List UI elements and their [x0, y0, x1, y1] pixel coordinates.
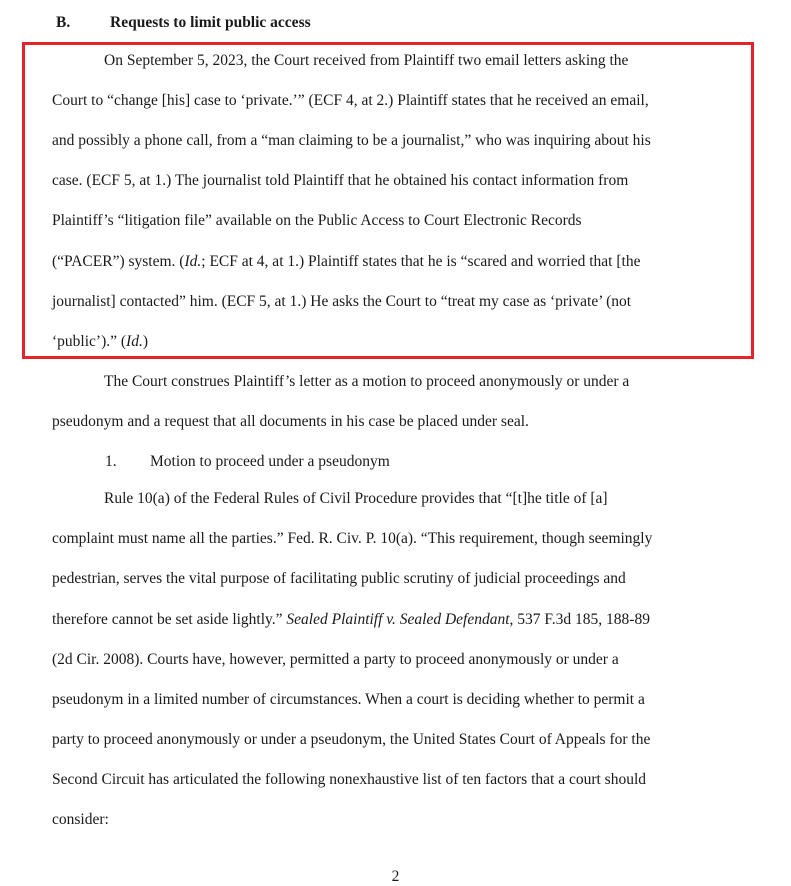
section-heading	[56, 14, 311, 32]
paragraph3-line: (2d Cir. 2008). Courts have, however, permitted a party to proceed anonymously or under a	[52, 651, 619, 668]
paragraph2-line: pseudonym and a request that all documents in his case be placed under seal.	[52, 413, 529, 430]
paragraph1-line: case. (ECF 5, at 1.) The journalist told Plaintiff that he obtained his contact information from	[52, 172, 629, 189]
case-citation: Sealed Plaintiff v. Sealed Defendant	[286, 611, 510, 628]
paragraph3-line: Rule 10(a) of the Federal Rules of Civil Procedure provides that “[t]he title of [a]	[104, 490, 608, 507]
citation-id: Id.	[126, 333, 143, 350]
highlight-box	[22, 42, 754, 359]
paragraph3-line: pedestrian, serves the vital purpose of facilitating public scrutiny of judicial proceedings and	[52, 570, 626, 587]
paragraph1-line: (“PACER”) system. (Id.; ECF at 4, at 1.) Plaintiff states that he is “scared and worried that [the	[52, 253, 641, 270]
page-number: 2	[391, 868, 400, 885]
paragraph1-line: journalist] contacted” him. (ECF 5, at 1.) He asks the Court to “treat my case as ‘private’ (not	[52, 293, 632, 310]
paragraph3-line: pseudonym in a limited number of circumstances. When a court is deciding whether to permit a	[52, 691, 645, 708]
paragraph1-line: On September 5, 2023, the Court received from Plaintiff two email letters asking the	[104, 52, 629, 69]
subheading-title: Motion to proceed under a pseudonym	[150, 453, 390, 470]
paragraph1-line: Court to “change [his] case to ‘private.’” (ECF 4, at 2.) Plaintiff states that he received an email,	[52, 92, 649, 109]
section-letter: B.	[56, 14, 71, 31]
paragraph1-line: and possibly a phone call, from a “man claiming to be a journalist,” who was inquiring about his	[52, 132, 651, 149]
paragraph3-line: complaint must name all the parties.” Fed. R. Civ. P. 10(a). “This requirement, though seemingly	[52, 530, 653, 547]
paragraph3-line: consider:	[52, 811, 109, 828]
paragraph2-line: The Court construes Plaintiff’s letter as a motion to proceed anonymously or under a	[104, 373, 630, 390]
paragraph3-line: party to proceed anonymously or under a pseudonym, the United States Court of Appeals for the	[52, 731, 651, 748]
paragraph1-line: Plaintiff’s “litigation file” available on the Public Access to Court Electronic Records	[52, 212, 582, 229]
subheading	[105, 453, 390, 471]
citation-id: Id.	[184, 253, 202, 270]
subheading-number: 1.	[105, 453, 117, 470]
paragraph3-line: therefore cannot be set aside lightly.” Sealed Plaintiff v. Sealed Defendant, 537 F.3d 185, 188-89	[52, 611, 650, 628]
section-title: Requests to limit public access	[110, 14, 311, 31]
paragraph1-line: ‘public’).” (Id.)	[52, 333, 148, 350]
paragraph3-line: Second Circuit has articulated the following nonexhaustive list of ten factors that a court should	[52, 771, 647, 788]
